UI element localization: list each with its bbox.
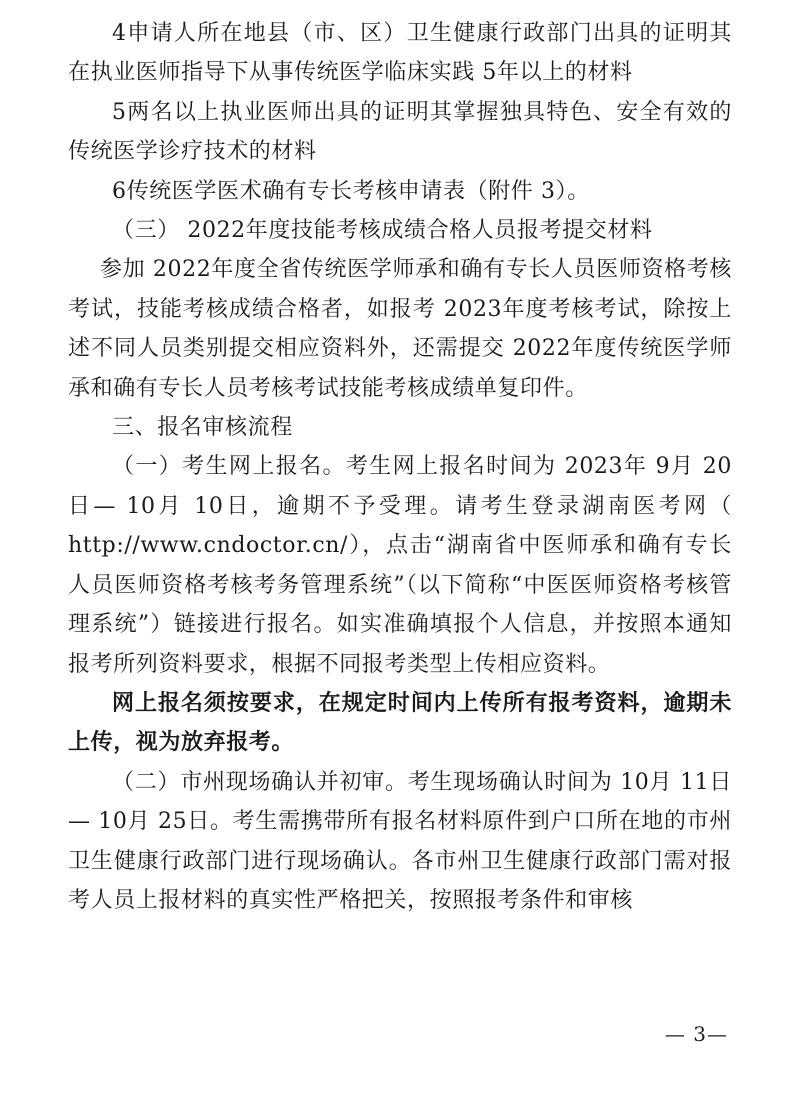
paragraph-item-5: 5两名以上执业医师出具的证明其掌握独具特色、安全有效的传统医学诊疗技术的材料 <box>68 99 732 165</box>
section-heading-3: （三） 2022年度技能考核成绩合格人员报考提交材料 <box>112 218 653 244</box>
document-page <box>68 14 732 920</box>
paragraph-upload-warning: 网上报名须按要求，在规定时间内上传所有报考资料，逾期未上传，视为放弃报考。 <box>68 689 732 756</box>
page-number: — 3— <box>664 1022 728 1046</box>
paragraph-2022-skill-exam: 参加 2022年度全省传统医学师承和确有专长人员医师资格考核考试，技能考核成绩合格者，如报考 2023年度考核考试，除按上述不同人员类别提交相应资料外，还需提交 2022年度传统医学师承和确有专长人员考核考试技能考核成绩单复印件。 <box>68 257 732 401</box>
section-heading-registration-process: 三、报名审核流程 <box>112 415 293 441</box>
paragraph-item-4: 4申请人所在地县（市、区）卫生健康行政部门出具的证明其在执业医师指导下从事传统医学临床实践 5年以上的材料 <box>68 21 732 86</box>
paragraph-online-registration: （一）考生网上报名。考生网上报名时间为 2023年 9月 20日— 10月 10日，逾期不予受理。请考生登录湖南医考网（ http://www.cndoctor.cn/），点击“湖南省中医师承和确有专长人员医师资格考核考务管理系统”（以下简称“中医医师资格考核管理系统”）链接进行报名。如实准确填报个人信息，并按照本通知报考所列资料要求，根据不同报考类型上传相应资料。 <box>68 454 732 677</box>
paragraph-item-6: 6传统医学医术确有专长考核申请表（附件 3）。 <box>112 178 590 204</box>
paragraph-onsite-confirmation: （二）市州现场确认并初审。考生现场确认时间为 10月 11日— 10月 25日。考生需携带所有报名材料原件到户口所在地的市州卫生健康行政部门进行现场确认。各市州卫生健康行政部门需对报考人员上报材料的真实性严格把关，按照报考条件和审核 <box>68 769 732 913</box>
